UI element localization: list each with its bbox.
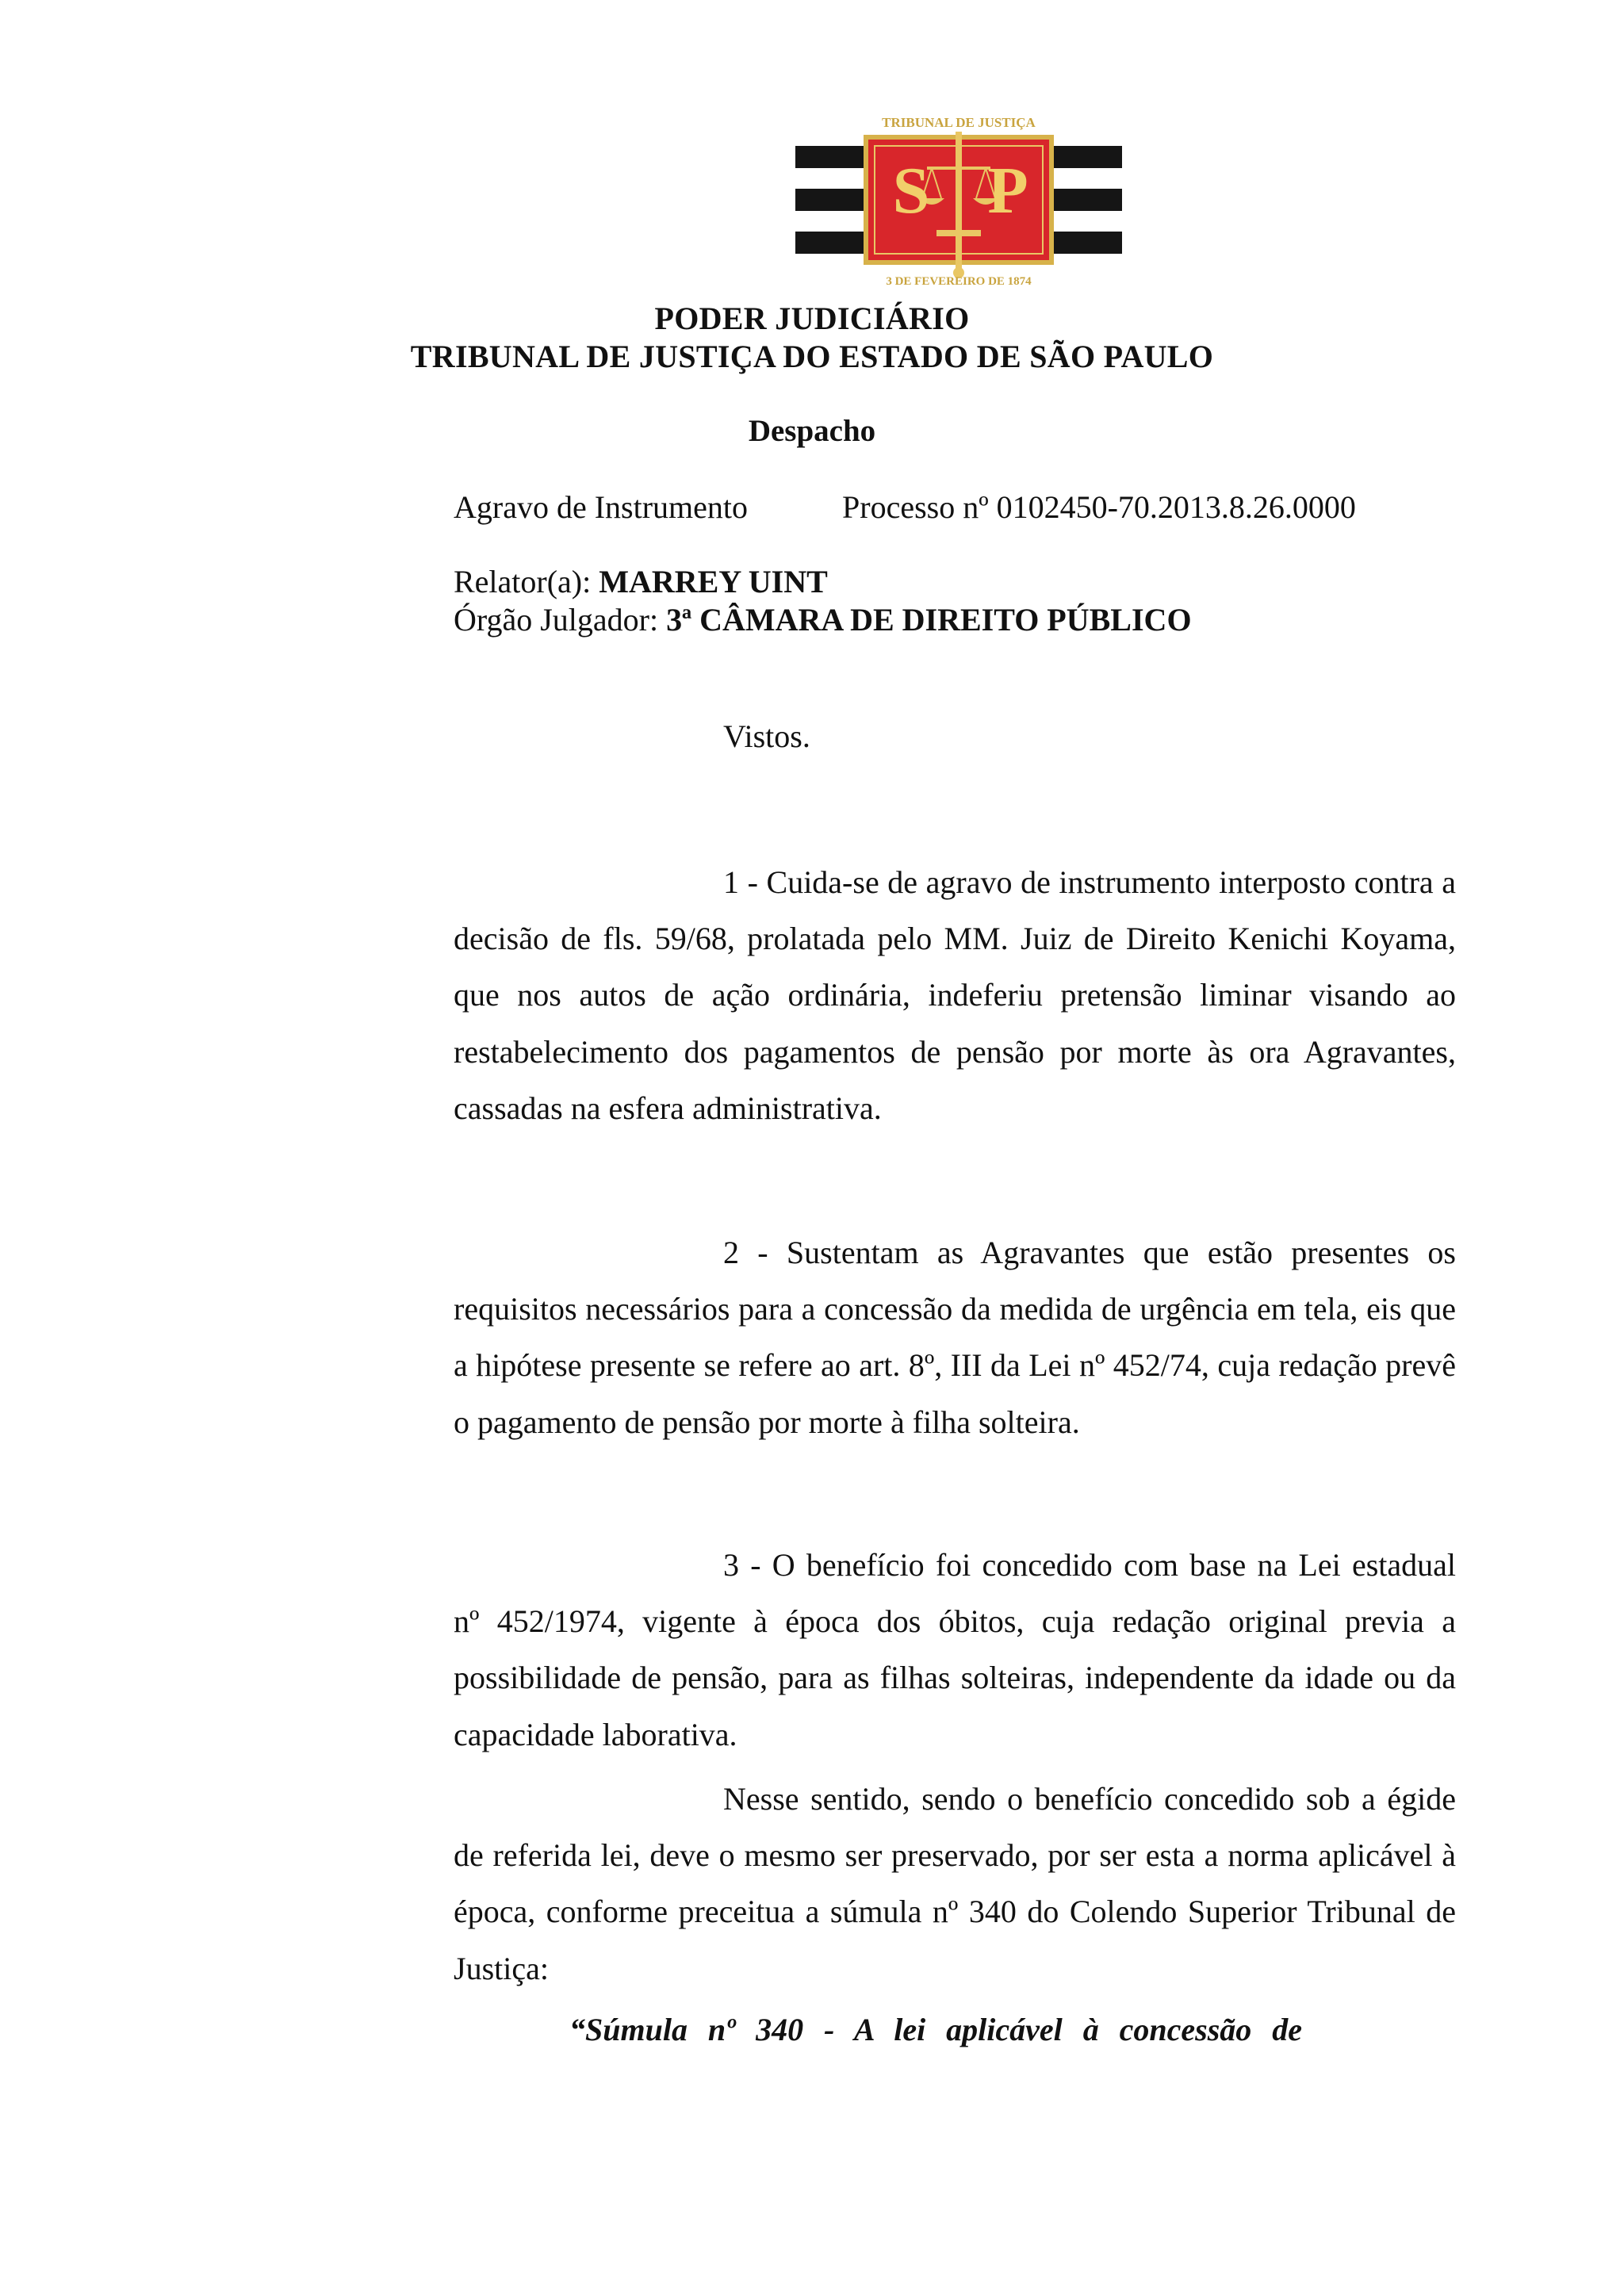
svg-text:TRIBUNAL DE JUSTIÇA: TRIBUNAL DE JUSTIÇA [882, 115, 1036, 130]
document-title: Despacho [748, 414, 876, 448]
tjsp-seal-icon [795, 111, 1122, 287]
paragraph-1: 1 - Cuida-se de agravo de instrumento interposto contra a decisão de fls. 59/68, prolatada pelo MM. Juiz de Direito Kenichi Koyama, que nos autos de ação ordinária, indeferiu pretensão liminar visando ao restabelecimento dos pagamentos de pensão por morte às ora Agravantes, cassadas na esfera administrativa. [454, 864, 1456, 1126]
svg-text:P: P [987, 154, 1028, 228]
header-court-name: TRIBUNAL DE JUSTIÇA DO ESTADO DE SÃO PAULO [410, 339, 1214, 374]
case-process-number: Processo nº 0102450-70.2013.8.26.0000 [842, 489, 1356, 525]
svg-text:3 DE FEVEREIRO DE 1874: 3 DE FEVEREIRO DE 1874 [886, 275, 1032, 287]
rapporteur-name: MARREY UINT [599, 564, 828, 599]
sumula-quote: “Súmula nº 340 - A lei aplicável à concessão de [569, 2012, 1302, 2047]
rapporteur-line [454, 563, 828, 601]
svg-text:S: S [892, 154, 930, 228]
court-label: Órgão Julgador: [454, 602, 667, 638]
paragraph-4: Nesse sentido, sendo o benefício concedido sob a égide de referida lei, deve o mesmo ser preservado, por ser esta a norma aplicável à época, conforme preceitua a súmula nº 340 do Colendo Superior Tribunal de Justiça: [454, 1781, 1456, 1986]
header-court-power: PODER JUDICIÁRIO [654, 301, 970, 336]
court-name: 3ª CÂMARA DE DIREITO PÚBLICO [666, 602, 1192, 638]
court-line [454, 601, 1192, 639]
case-type: Agravo de Instrumento [454, 489, 749, 525]
paragraph-2: 2 - Sustentam as Agravantes que estão presentes os requisitos necessários para a concessão da medida de urgência em tela, eis que a hipótese presente se refere ao art. 8º, III da Lei nº 452/74, cuja redação prevê o pagamento de pensão por morte à filha solteira. [454, 1235, 1456, 1440]
paragraph-3: 3 - O benefício foi concedido com base na Lei estadual nº 452/1974, vigente à época dos óbitos, cuja redação original previa a possibilidade de pensão, para as filhas solteiras, independente da idade ou da capacidade laborativa. [454, 1547, 1456, 1752]
rapporteur-label: Relator(a): [454, 564, 599, 599]
opening-word: Vistos. [723, 718, 810, 754]
